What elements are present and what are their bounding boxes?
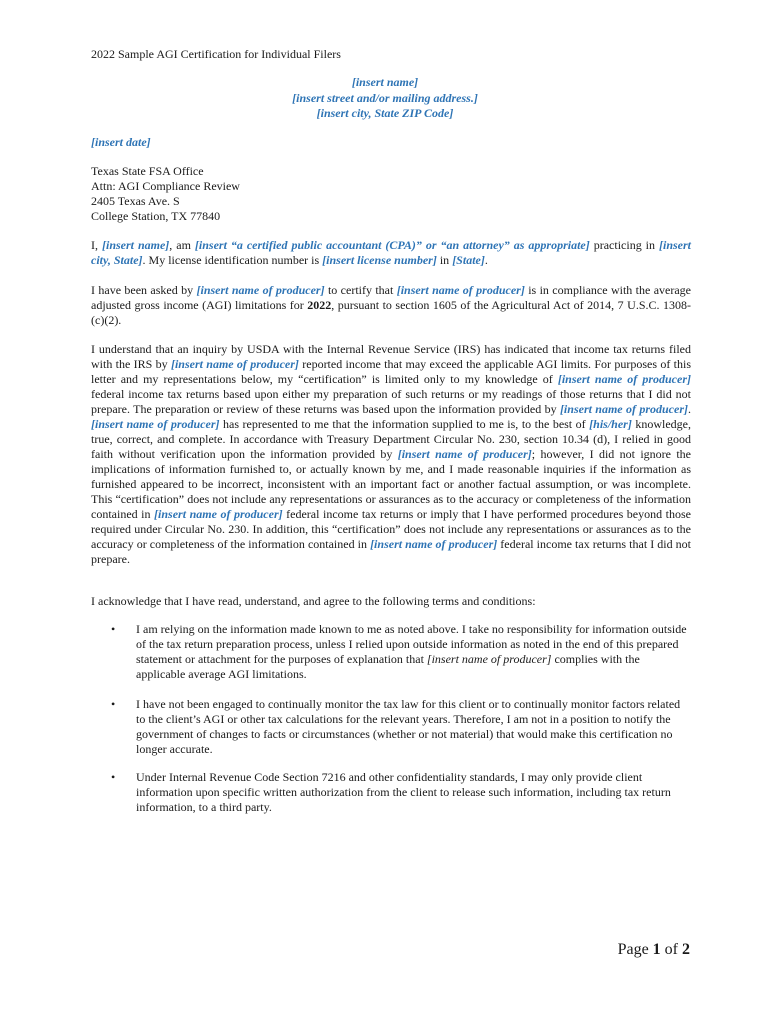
recipient-line: Attn: AGI Compliance Review	[91, 179, 240, 193]
sender-name: [insert name]	[351, 75, 419, 89]
paragraph-request: I have been asked by [insert name of producer] to certify that [insert name of producer] is in compliance with the average adjusted gross income (AGI) limitations for 2022, pursuant to section 1605 of the Agricultural Act of 2014, 7 U.S.C. 1308-(c)(2).	[91, 283, 691, 327]
paragraph-acknowledge: I acknowledge that I have read, understand, and agree to the following terms and conditions:	[91, 594, 536, 608]
recipient-address	[91, 164, 691, 224]
recipient-line: 2405 Texas Ave. S	[91, 194, 180, 208]
letter-date: [insert date]	[91, 135, 151, 149]
bullet-icon: •	[111, 622, 116, 636]
bullet-icon: •	[111, 697, 116, 711]
bullet-icon: •	[111, 770, 116, 784]
document-header: 2022 Sample AGI Certification for Individual Filers	[91, 47, 341, 61]
recipient-line: Texas State FSA Office	[91, 164, 204, 178]
recipient-line: College Station, TX 77840	[91, 209, 221, 223]
page-number: Page 1 of 2	[617, 941, 690, 958]
sender-street: [insert street and/or mailing address.]	[292, 91, 478, 105]
list-item-text: I am relying on the information made known to me as noted above. I take no responsibility for information outside of the tax return preparation process, unless I relied upon outside information as noted in the end of this prepared statement or attachment for the purposes of explanation that [insert name of producer] complies with the applicable average AGI limitations.	[136, 622, 687, 681]
sender-city: [insert city, State ZIP Code]	[316, 106, 454, 120]
list-item-text: I have not been engaged to continually monitor the tax law for this client or to continually monitor factors related to the client’s AGI or other tax calculations for the relevant years. Therefore, I am not in a position to notify the government of changes to facts or circumstances (whether or not material) that would make this certification no longer accurate.	[136, 697, 681, 756]
paragraph-identity: I, [insert name], am [insert “a certified public accountant (CPA)” or “an attorney” as appropriate] practicing in [insert city, State]. My license identification number is [insert license number] in [State].	[91, 238, 691, 267]
list-item-text: Under Internal Revenue Code Section 7216 and other confidentiality standards, I may only provide client information upon specific written authorization from the client to release such information, including tax return information, to a third party.	[136, 770, 671, 814]
paragraph-understanding: I understand that an inquiry by USDA with the Internal Revenue Service (IRS) has indicated that income tax returns filed with the IRS by [insert name of producer] reported income that may exceed the applicable AGI limits. For purposes of this letter and my representations below, my “certification” is limited only to my knowledge of [insert name of producer] federal income tax returns based upon either my preparation of such returns or my readings of those returns that I did not prepare. The preparation or review of these returns was based upon the information provided by [insert name of producer]. [insert name of producer] has represented to me that the information supplied to me is, to the best of [his/her] knowledge, true, correct, and complete. In accordance with Treasury Department Circular No. 230, section 10.34 (d), I relied in good faith without verification upon the information provided by [insert name of producer]; however, I did not ignore the implications of information furnished to, or actually known by me, and I made reasonable inquiries if the information as furnished appeared to be incorrect, inconsistent with an important fact or another factual assumption, or was incomplete. This “certification” does not include any representations or assurances as to the accuracy or completeness of the information contained in [insert name of producer] federal income tax returns or imply that I have performed procedures beyond those required under Circular No. 230. In addition, this “certification” does not include any representations or assurances as to the accuracy or completeness of the information contained in [insert name of producer] federal income tax returns that I did not prepare.	[91, 342, 692, 566]
